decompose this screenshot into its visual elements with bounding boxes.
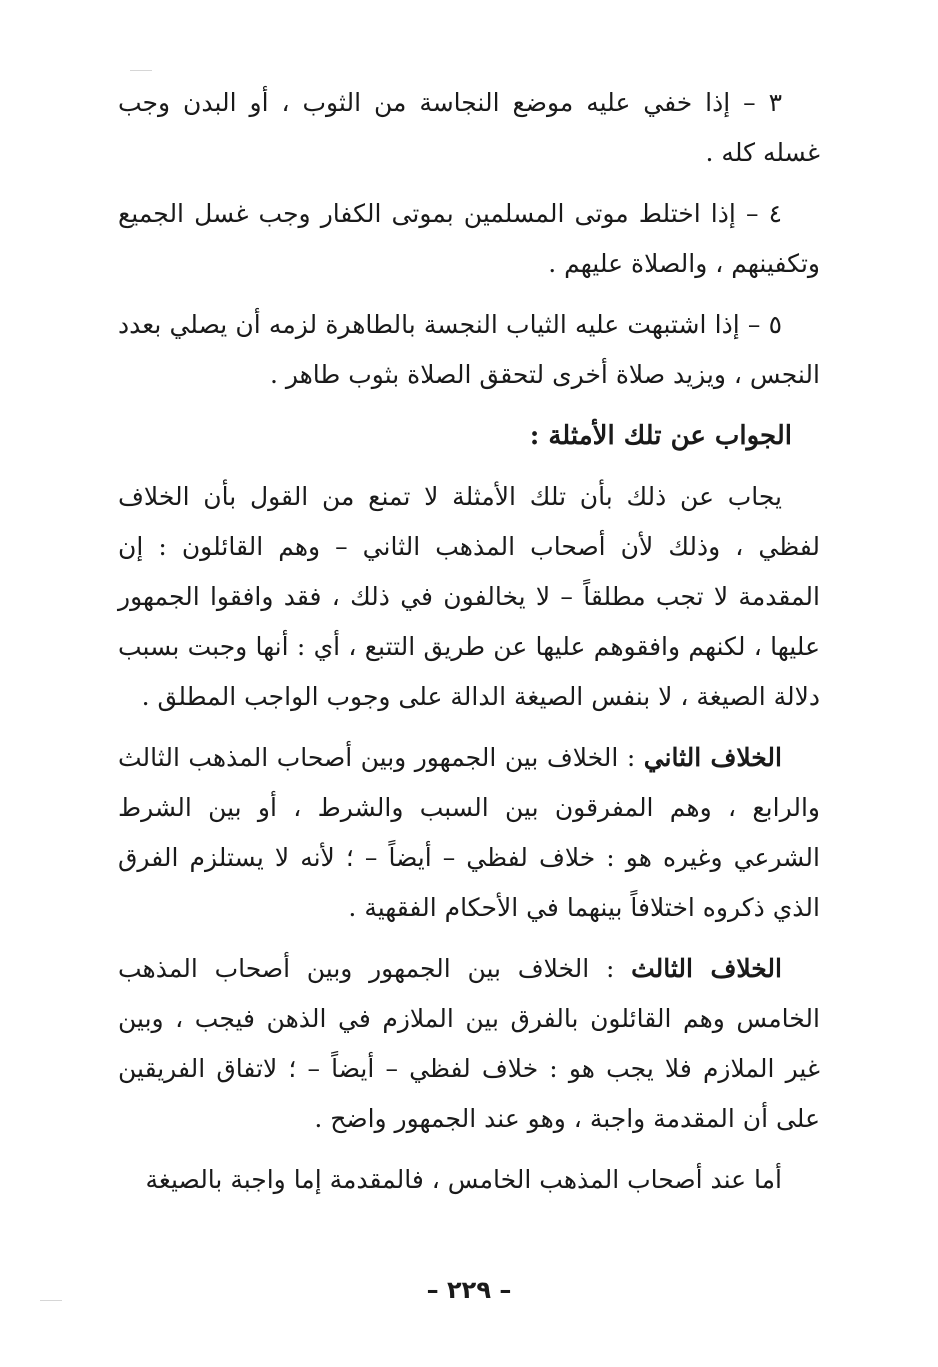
khilaf-third-paragraph — [118, 944, 820, 1144]
page-number: – ٢٢٩ – — [426, 1276, 512, 1304]
paragraph-text — [118, 944, 820, 1144]
khilaf-second-text: : الخلاف بين الجمهور وبين أصحاب المذهب الثالث والرابع ، وهم المفرقون بين السبب والشرط ، أو بين الشرط الشرعي وغيره هو : خلاف لفظي – أيضاً – ؛ لأنه لا يستلزم الفرق الذي ذكروه اختلافاً بينهما في الأحكام الفقهية . — [118, 743, 820, 922]
answer-paragraph — [118, 472, 820, 722]
scan-mark-top — [130, 70, 152, 71]
paragraph-item-3 — [118, 78, 820, 178]
paragraph-item-5 — [118, 300, 820, 400]
khilaf-third-text: : الخلاف بين الجمهور وبين أصحاب المذهب الخامس وهم القائلون بالفرق بين الملازم في الذهن فيجب ، وبين غير الملازم فلا يجب هو : خلاف لفظي – أيضاً – ؛ لاتفاق الفريقين على أن المقدمة واجبة ، وهو عند الجمهور واضح . — [118, 954, 820, 1133]
paragraph-text: ٤ – إذا اختلط موتى المسلمين بموتى الكفار وجب غسل الجميع وتكفينهم ، والصلاة عليهم . — [118, 199, 820, 278]
section-heading: الجواب عن تلك الأمثلة : — [529, 421, 792, 451]
page-body — [118, 78, 820, 1216]
paragraph-item-4 — [118, 189, 820, 289]
paragraph-text: ٥ – إذا اشتبهت عليه الثياب النجسة بالطاهرة لزمه أن يصلي بعدد النجس ، ويزيد صلاة أخرى لتحقق الصلاة بثوب طاهر . — [118, 310, 820, 389]
paragraph-text: أما عند أصحاب المذهب الخامس ، فالمقدمة إما واجبة بالصيغة — [145, 1165, 782, 1194]
paragraph-text: يجاب عن ذلك بأن تلك الأمثلة لا تمنع من القول بأن الخلاف لفظي ، وذلك لأن أصحاب المذهب الثاني – وهم القائلون : إن المقدمة لا تجب مطلقاً – لا يخالفون في ذلك ، فقد وافقوا الجمهور عليها ، لكنهم وافقوهم عليها عن طريق التتبع ، أي : أنها وجبت بسبب دلالة الصيغة ، لا بنفس الصيغة الدالة على وجوب الواجب المطلق . — [118, 482, 820, 711]
khilaf-third-lead: الخلاف الثالث — [631, 954, 782, 983]
khilaf-second-lead: الخلاف الثاني — [643, 743, 782, 772]
khilaf-second-paragraph — [118, 733, 820, 933]
continuation-paragraph — [118, 1155, 820, 1205]
paragraph-text: ٣ – إذا خفي عليه موضع النجاسة من الثوب ، أو البدن وجب غسله كله . — [118, 88, 820, 167]
paragraph-text — [118, 733, 820, 933]
